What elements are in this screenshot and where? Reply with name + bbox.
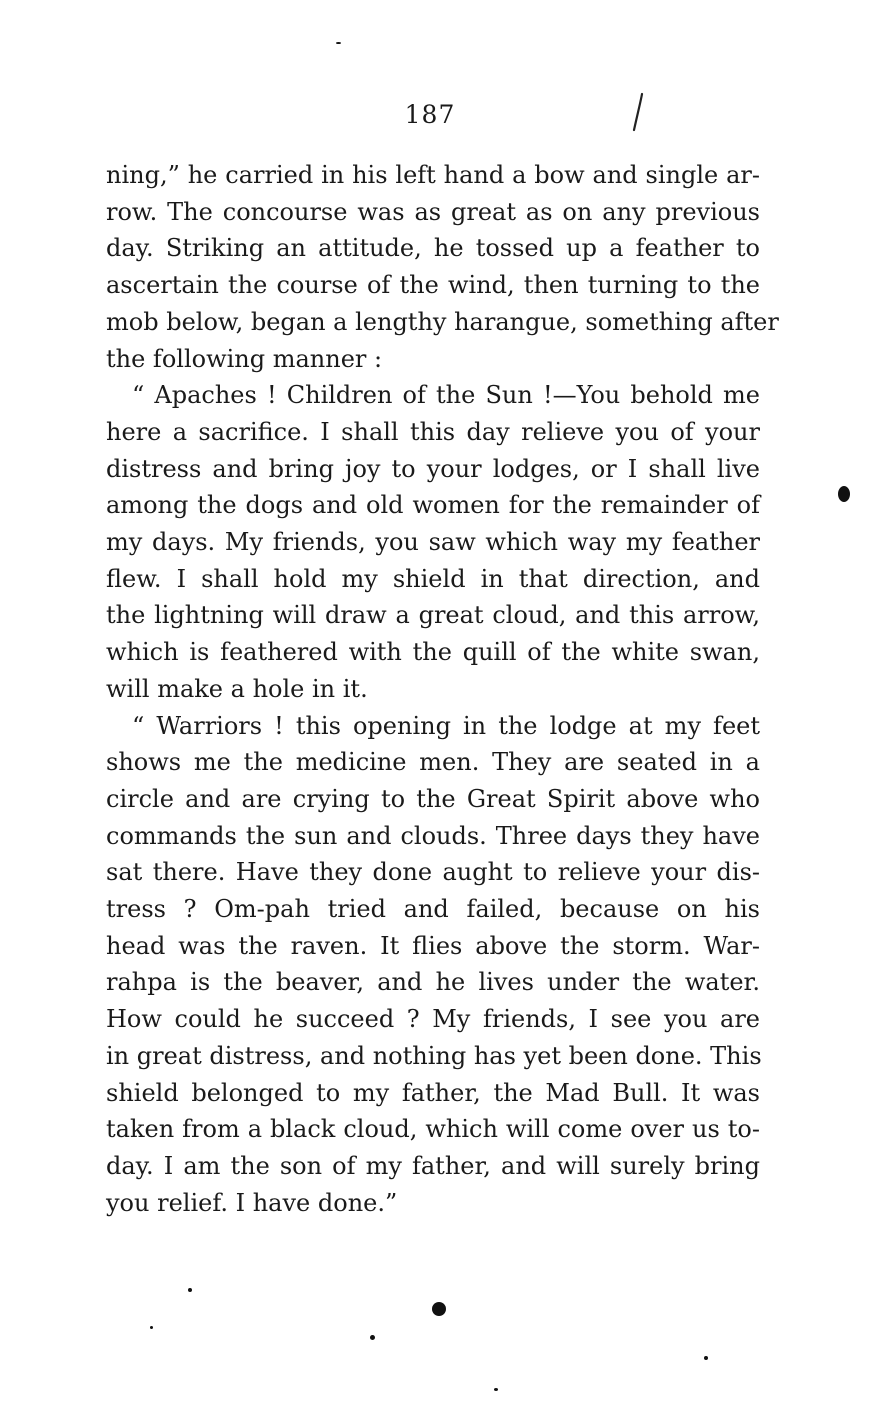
text-line: day. Striking an attitude, he tossed up a feather to: [106, 234, 760, 263]
text-line: distress and bring joy to your lodges, or I shall live: [106, 454, 760, 483]
text-line: head was the raven. It flies above the storm. War-: [106, 931, 760, 960]
scan-speck: [188, 1288, 192, 1292]
scan-speck: [336, 42, 341, 44]
text-line: tress ? Om-pah tried and failed, because on his: [106, 895, 760, 924]
text-line: mob below, began a lengthy harangue, something after: [106, 307, 779, 336]
scan-speck: [704, 1356, 708, 1360]
text-line: “ Warriors ! this opening in the lodge at my feet: [132, 711, 760, 740]
text-line: rahpa is the beaver, and he lives under the water.: [106, 968, 760, 997]
scan-speck: [838, 486, 850, 502]
text-line: ascertain the course of the wind, then turning to the: [106, 271, 760, 300]
text-line: my days. My friends, you saw which way my feather: [106, 528, 760, 557]
margin-pencil-mark: [628, 92, 648, 134]
text-line: the following manner :: [106, 344, 383, 373]
page-number: 187: [404, 100, 456, 129]
text-line: “ Apaches ! Children of the Sun !—You behold me: [132, 381, 760, 410]
body-text: [106, 157, 779, 1221]
text-line: will make a hole in it.: [106, 674, 368, 703]
text-line: in great distress, and nothing has yet been done. This: [106, 1041, 762, 1070]
text-line: taken from a black cloud, which will come over us to-: [106, 1115, 760, 1144]
text-line: ning,” he carried in his left hand a bow and single ar-: [106, 161, 760, 189]
text-line: you relief. I have done.”: [106, 1188, 398, 1217]
text-line: flew. I shall hold my shield in that direction, and: [106, 564, 760, 593]
text-line: among the dogs and old women for the remainder of: [106, 491, 760, 520]
text-line: shows me the medicine men. They are seated in a: [106, 748, 760, 777]
text-line: sat there. Have they done aught to relieve your dis-: [106, 858, 760, 887]
text-line: here a sacrifice. I shall this day relieve you of your: [106, 417, 760, 446]
text-line: the lightning will draw a great cloud, and this arrow,: [106, 601, 760, 630]
scan-speck: [150, 1326, 153, 1329]
text-line: day. I am the son of my father, and will surely bring: [106, 1151, 760, 1180]
text-line: row. The concourse was as great as on any previous: [106, 197, 760, 226]
scan-speck: [494, 1388, 498, 1391]
scan-speck: [370, 1335, 375, 1340]
text-line: circle and are crying to the Great Spirit above who: [106, 784, 760, 813]
text-line: which is feathered with the quill of the white swan,: [106, 638, 760, 667]
scan-speck: [432, 1302, 446, 1316]
text-line: How could he succeed ? My friends, I see you are: [106, 1005, 760, 1034]
text-line: shield belonged to my father, the Mad Bull. It was: [106, 1078, 760, 1107]
text-line: commands the sun and clouds. Three days they have: [106, 821, 760, 850]
